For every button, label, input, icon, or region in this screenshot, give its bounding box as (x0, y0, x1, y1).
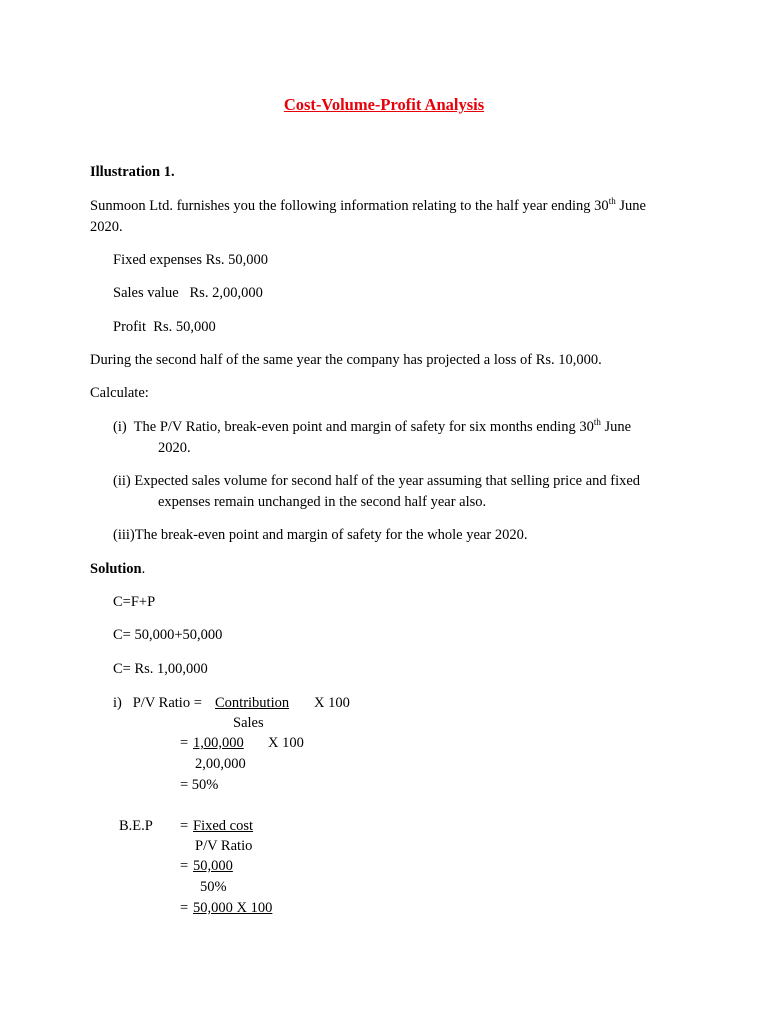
bep-numerator: Fixed cost (193, 818, 254, 834)
fixed-expenses: Fixed expenses Rs. 50,000 (113, 252, 269, 268)
solution-heading (90, 560, 145, 578)
contribution-substitution: C= 50,000+50,000 (113, 627, 223, 643)
bep-equals-1: = (180, 818, 192, 834)
solution-dot: . (141, 561, 146, 577)
question-1-line-2: 2020. (158, 440, 191, 456)
pv-ratio-label: i) P/V Ratio = (113, 695, 206, 711)
bep-numerator-3: 50,000 X 100 (193, 900, 273, 916)
pv-step-equals: = (180, 735, 192, 751)
page-title: Cost-Volume-Profit Analysis (283, 95, 485, 114)
intro-text-end: June (615, 198, 646, 214)
pv-step-numerator: 1,00,000 (193, 735, 244, 751)
question-1 (113, 418, 631, 436)
question-2-line-2: expenses remain unchanged in the second half year also. (158, 494, 487, 510)
question-3: (iii)The break-even point and margin of safety for the whole year 2020. (113, 527, 528, 543)
contribution-result: C= Rs. 1,00,000 (113, 661, 208, 677)
question-1-text-end: June (600, 419, 632, 435)
pv-step-denominator: 2,00,000 (195, 756, 246, 772)
question-2: (ii) Expected sales volume for second half of the year assuming that selling price and fixed (113, 473, 641, 489)
pv-ratio-denominator: Sales (233, 715, 264, 731)
intro-text: Sunmoon Ltd. furnishes you the following information relating to the half year ending 30 (90, 198, 609, 214)
pv-ratio-numerator: Contribution (215, 695, 290, 711)
intro-line-1 (90, 197, 646, 215)
illustration-heading: Illustration 1. (90, 164, 175, 180)
sales-value: Sales value Rs. 2,00,000 (113, 285, 263, 301)
solution-label: Solution (90, 561, 142, 577)
bep-label: B.E.P (119, 818, 153, 834)
intro-line-2: 2020. (90, 219, 123, 235)
pv-ratio-result: = 50% (180, 777, 219, 793)
calculate-label: Calculate: (90, 385, 149, 401)
second-half-text: During the second half of the same year the company has projected a loss of Rs. 10,000. (90, 352, 602, 368)
pv-step-x100: X 100 (268, 735, 304, 751)
profit: Profit Rs. 50,000 (113, 319, 216, 335)
bep-denominator-2: 50% (200, 879, 227, 895)
bep-numerator-2: 50,000 (193, 858, 233, 874)
pv-ratio-x100: X 100 (314, 695, 350, 711)
bep-denominator: P/V Ratio (195, 838, 253, 854)
contribution-formula: C=F+P (113, 594, 156, 610)
question-1-text: (i) The P/V Ratio, break-even point and margin of safety for six months ending 30 (113, 419, 594, 435)
intro-superscript: th (608, 196, 616, 206)
bep-equals-3: = (180, 900, 192, 916)
bep-equals-2: = (180, 858, 192, 874)
question-1-superscript: th (593, 417, 601, 427)
